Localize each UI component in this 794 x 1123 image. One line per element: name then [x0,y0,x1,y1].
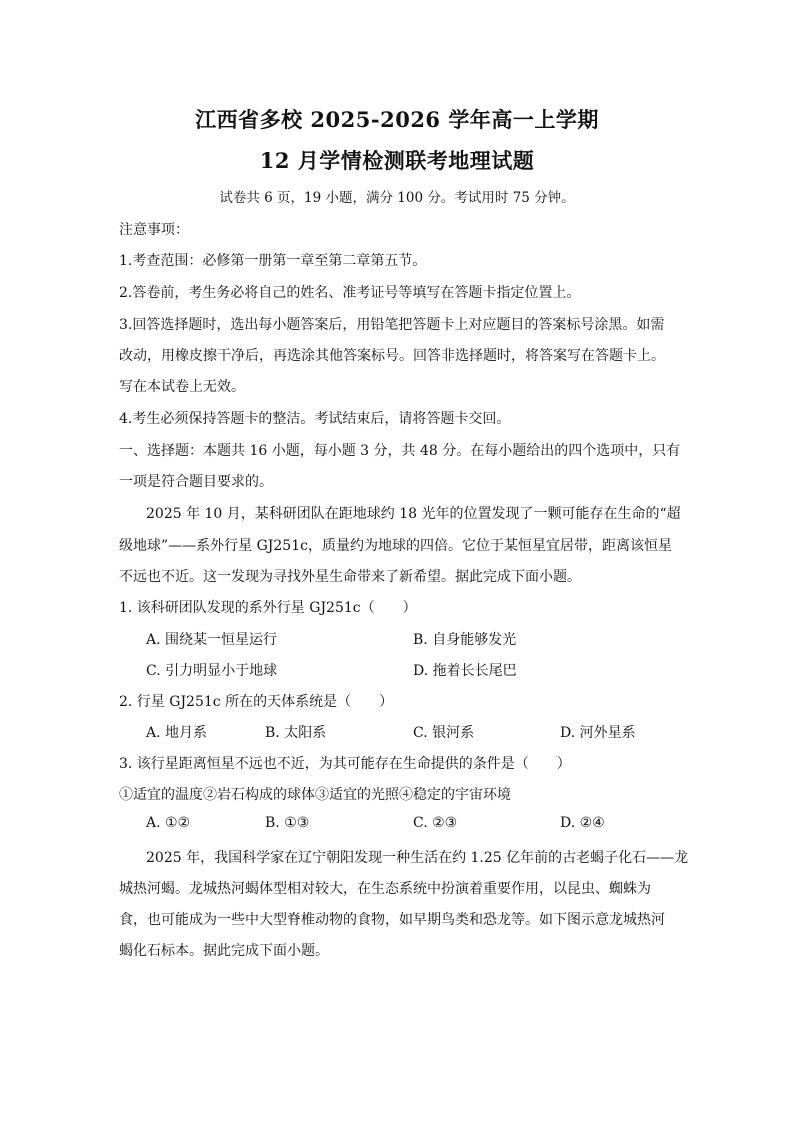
exam-subtitle: 试卷共 6 页，19 小题，满分 100 分。考试用时 75 分钟。 [219,190,575,206]
exam-title-line2: 12 月学情检测联考地理试题 [259,148,535,173]
q3-option-c: C. ②③ [413,815,458,831]
exam-title-line1: 江西省多校 2025-2026 学年高一上学期 [195,107,599,132]
section-heading-cont: 一项是符合题目要求的。 [119,474,273,490]
notice-item: 3.回答选择题时，选出每小题答案后，用铅笔把答题卡上对应题目的答案标号涂黑。如需 [119,317,665,333]
q1-option-a: A. 围绕某一恒星运行 [146,632,278,648]
q2-option-b: B. 太阳系 [265,725,327,741]
question-3-stem: 3. 该行星距离恒星不远也不近，为其可能存在生命提供的条件是（ ） [119,756,571,772]
question-2-stem: 2. 行星 GJ251c 所在的天体系统是（ ） [119,694,394,710]
q3-option-b: B. ①③ [265,815,310,831]
q2-option-d: D. 河外星系 [560,725,636,741]
passage2-line: 2025 年，我国科学家在辽宁朝阳发现一种生活在约 1.25 亿年前的古老蝎子化石——龙 [146,850,689,866]
passage2-line: 城热河蝎。龙城热河蝎体型相对较大，在生态系统中扮演着重要作用，以昆虫、蜘蛛为 [119,881,651,897]
notice-item: 2.答卷前，考生务必将自己的姓名、准考证号等填写在答题卡指定位置上。 [119,285,581,301]
passage2-line: 蝎化石标本。据此完成下面小题。 [119,943,329,959]
q3-option-d: D. ②④ [560,815,605,831]
notice-item: 写在本试卷上无效。 [119,379,245,395]
q1-option-b: B. 自身能够发光 [413,632,517,648]
passage1-line: 级地球”——系外行星 GJ251c，质量约为地球的四倍。它位于某恒星宜居带，距离该恒星 [119,538,672,554]
passage1-line: 2025 年 10 月，某科研团队在距地球约 18 光年的位置发现了一颗可能存在生命的“超 [146,506,681,522]
notice-item: 1.考查范围：必修第一册第一章至第二章第五节。 [119,253,427,269]
passage1-line: 不远也不近。这一发现为寻找外星生命带来了新希望。据此完成下面小题。 [119,569,581,585]
question-3-statements: ①适宜的温度②岩石构成的球体③适宜的光照④稳定的宇宙环境 [119,787,511,803]
passage2-line: 食，也可能成为一些中大型脊椎动物的食物，如早期鸟类和恐龙等。如下图示意龙城热河 [119,912,665,928]
notice-item: 4.考生必须保持答题卡的整洁。考试结束后，请将答题卡交回。 [119,411,511,427]
notice-heading: 注意事项： [119,222,189,238]
q3-option-a: A. ①② [146,815,191,831]
q1-option-c: C. 引力明显小于地球 [146,663,278,679]
q1-option-d: D. 拖着长长尾巴 [413,663,517,679]
notice-item: 改动，用橡皮擦干净后，再选涂其他答案标号。回答非选择题时，将答案写在答题卡上。 [119,348,665,364]
q2-option-c: C. 银河系 [413,725,475,741]
q2-option-a: A. 地月系 [146,725,208,741]
section-heading: 一、选择题：本题共 16 小题，每小题 3 分，共 48 分。在每小题给出的四个选项中，只有 [119,443,681,459]
question-1-stem: 1. 该科研团队发现的系外行星 GJ251c（ ） [119,600,417,616]
